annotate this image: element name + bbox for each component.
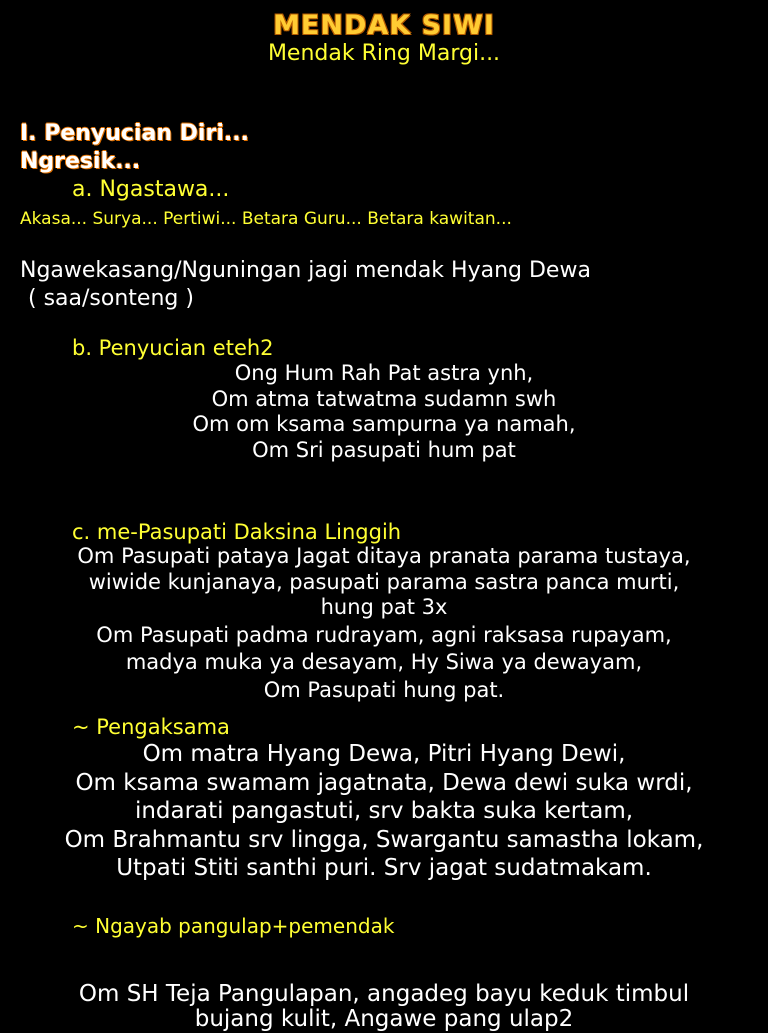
pengaksama-label: ~ Pengaksama: [72, 715, 230, 739]
item-a-label: a. Ngastawa...: [72, 177, 229, 202]
item-a-gods: Akasa... Surya... Pertiwi... Betara Guru... Betara kawitan...: [20, 209, 512, 229]
mantra-line: Utpati Stiti santhi puri. Srv jagat sudatmakam.: [0, 854, 768, 883]
mantra-line: bujang kulit, Angawe pang ulap2: [0, 1005, 768, 1033]
page-title: MENDAK SIWI: [0, 10, 768, 41]
mantra-line: Om om ksama sampurna ya namah,: [0, 412, 768, 438]
ngayab-label: ~ Ngayab pangulap+pemendak: [72, 914, 394, 938]
pengaksama-mantra: [0, 740, 768, 883]
mantra-line: Om Pasupati pataya Jagat ditaya pranata parama tustaya,: [0, 544, 768, 570]
mantra-line: Om Pasupati hung pat.: [0, 678, 768, 704]
mantra-line: Om Sri pasupati hum pat: [0, 438, 768, 464]
page-subtitle: Mendak Ring Margi...: [0, 41, 768, 66]
section-heading: I. Penyucian Diri...: [20, 121, 249, 146]
ngayab-mantra: [0, 980, 768, 1033]
item-c-mantra: [0, 544, 768, 703]
mantra-line: Om Brahmantu srv lingga, Swargantu samastha lokam,: [0, 826, 768, 855]
mantra-line: Om ksama swamam jagatnata, Dewa dewi suka wrdi,: [0, 769, 768, 798]
item-b-mantra: [0, 361, 768, 463]
item-b-label: b. Penyucian eteh2: [72, 336, 274, 360]
mantra-line: indarati pangastuti, srv bakta suka kertam,: [0, 797, 768, 826]
mantra-line: Ong Hum Rah Pat astra ynh,: [0, 361, 768, 387]
item-c-label: c. me-Pasupati Daksina Linggih: [72, 520, 401, 544]
mantra-line: hung pat 3x: [0, 595, 768, 621]
section-heading-2: Ngresik...: [20, 149, 140, 174]
mantra-line: wiwide kunjanaya, pasupati parama sastra panca murti,: [0, 570, 768, 596]
mantra-line: Om atma tatwatma sudamn swh: [0, 387, 768, 413]
mantra-line: madya muka ya desayam, Hy Siwa ya dewayam,: [0, 650, 768, 676]
intro-line-1: Ngawekasang/Nguningan jagi mendak Hyang Dewa: [20, 258, 591, 283]
mantra-line: Om SH Teja Pangulapan, angadeg bayu keduk timbul: [0, 980, 768, 1009]
mantra-line: Om Pasupati padma rudrayam, agni raksasa rupayam,: [0, 623, 768, 649]
intro-line-2: ( saa/sonteng ): [28, 286, 194, 311]
mantra-line: Om matra Hyang Dewa, Pitri Hyang Dewi,: [0, 740, 768, 769]
